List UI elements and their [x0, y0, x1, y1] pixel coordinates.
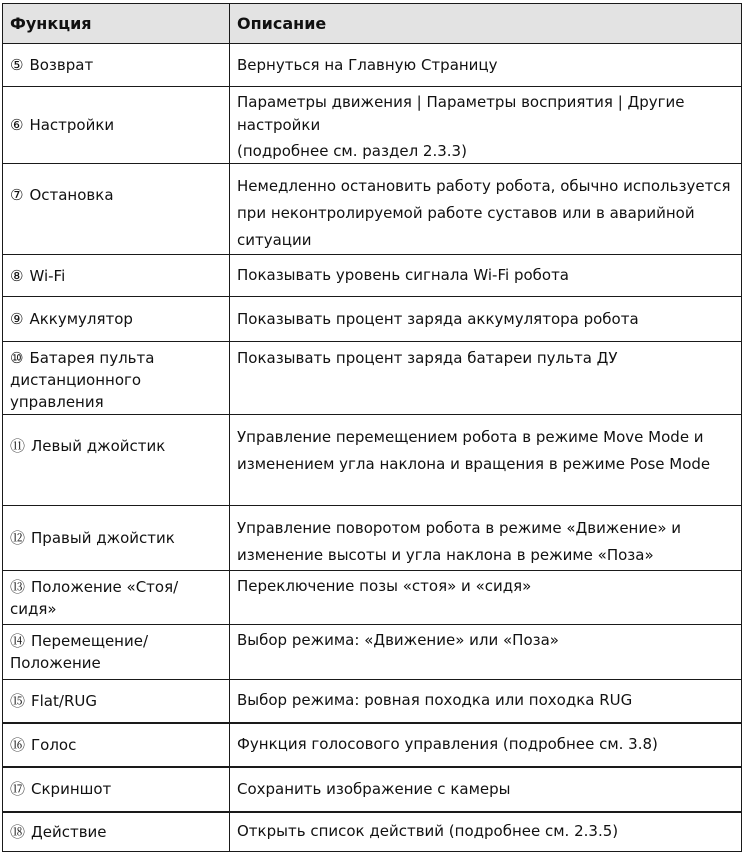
- description-cell: [230, 44, 742, 87]
- description-cell: [230, 164, 742, 255]
- description-text: Показывать процент заряда батареи пульта ДУ: [237, 349, 618, 367]
- table-row: [3, 164, 742, 255]
- function-cell: [3, 255, 230, 297]
- function-cell: [3, 87, 230, 164]
- function-name: Скриншот: [31, 780, 112, 798]
- row-number: ⑭: [10, 632, 26, 650]
- function-cell: [3, 625, 230, 680]
- table-row: [3, 506, 742, 571]
- function-cell: [3, 571, 230, 625]
- table-row: [3, 297, 742, 342]
- description-text: Переключение позы «стоя» и «сидя»: [237, 577, 532, 595]
- function-name: Голос: [31, 735, 77, 754]
- function-cell: [3, 812, 230, 852]
- header-description: Описание: [230, 4, 742, 44]
- description-cell: [230, 297, 742, 342]
- function-name: Аккумулятор: [29, 310, 133, 328]
- table-row: [3, 571, 742, 625]
- row-number: ⑯: [10, 735, 26, 754]
- description-text: Показывать процент заряда аккумулятора робота: [237, 309, 639, 328]
- row-number: ⑬: [10, 578, 26, 596]
- row-number: ⑥: [10, 116, 24, 134]
- description-text: Показывать уровень сигнала Wi-Fi робота: [237, 266, 569, 284]
- table-row: [3, 87, 742, 164]
- table-row: [3, 44, 742, 87]
- function-name: Flat/RUG: [31, 691, 97, 710]
- function-cell: [3, 506, 230, 571]
- description-text: Вернуться на Главную Страницу: [237, 55, 498, 74]
- function-cell: [3, 164, 230, 255]
- description-text: Управление перемещением робота в режиме Move Mode и изменением угла наклона и вращения в режиме Pose Mode: [237, 428, 711, 473]
- description-text: Выбор режима: ровная походка или походка RUG: [237, 691, 633, 710]
- table-row: [3, 255, 742, 297]
- description-text: Открыть список действий (подробнее см. 2.3.5): [237, 822, 619, 841]
- table-row: [3, 342, 742, 415]
- function-cell: [3, 342, 230, 415]
- row-number: ⑦: [10, 186, 24, 204]
- function-name: Левый джойстик: [31, 437, 166, 455]
- function-cell: [3, 297, 230, 342]
- table-row: [3, 723, 742, 767]
- description-text: (подробнее см. раздел 2.3.3): [237, 142, 467, 160]
- table-row: [3, 812, 742, 852]
- description-cell: [230, 342, 742, 415]
- row-number: ⑮: [10, 691, 26, 710]
- table-header-row: [3, 4, 742, 44]
- description-text: Управление поворотом робота в режиме «Движение» и изменение высоты и угла наклона в режиме «Поза»: [237, 519, 682, 564]
- function-cell: [3, 415, 230, 506]
- row-number: ⑫: [10, 529, 26, 547]
- row-number: ⑰: [10, 780, 26, 798]
- description-text: Функция голосового управления (подробнее см. 3.8): [237, 735, 658, 753]
- function-name: Батарея пульта дистанционного управления: [10, 349, 155, 411]
- description-cell: [230, 625, 742, 680]
- function-name: Положение «Стоя/сидя»: [10, 578, 179, 618]
- function-name: Wi-Fi: [29, 266, 66, 285]
- row-number: ⑪: [10, 437, 26, 455]
- row-number: ⑱: [10, 822, 26, 841]
- function-cell: [3, 44, 230, 87]
- description-cell: [230, 506, 742, 571]
- function-cell: [3, 767, 230, 812]
- description-text: Сохранить изображение с камеры: [237, 779, 511, 798]
- description-cell: [230, 680, 742, 723]
- function-name: Действие: [31, 822, 107, 841]
- function-cell: [3, 723, 230, 767]
- function-table: [2, 3, 742, 852]
- description-cell: [230, 723, 742, 767]
- row-number: ⑤: [10, 56, 24, 74]
- description-cell: [230, 415, 742, 506]
- table-row: [3, 767, 742, 812]
- function-name: Настройки: [29, 116, 115, 134]
- function-name: Возврат: [29, 56, 94, 74]
- row-number: ⑨: [10, 310, 24, 328]
- description-cell: [230, 87, 742, 164]
- table-row: [3, 415, 742, 506]
- description-cell: [230, 255, 742, 297]
- row-number: ⑧: [10, 266, 24, 285]
- table-row: [3, 680, 742, 723]
- description-cell: [230, 571, 742, 625]
- function-cell: [3, 680, 230, 723]
- description-text: Немедленно остановить работу робота, обычно используется при неконтролируемой работе суставов или в аварийной ситуации: [237, 177, 731, 249]
- header-function: Функция: [3, 4, 230, 44]
- row-number: ⑩: [10, 349, 24, 367]
- description-cell: [230, 812, 742, 852]
- function-name: Остановка: [29, 186, 114, 204]
- function-name: Правый джойстик: [31, 529, 175, 547]
- description-cell: [230, 767, 742, 812]
- description-text: Выбор режима: «Движение» или «Поза»: [237, 631, 559, 649]
- function-name: Перемещение/ Положение: [10, 632, 149, 672]
- table-row: [3, 625, 742, 680]
- description-text: Параметры движения | Параметры восприятия | Другие настройки: [237, 93, 685, 134]
